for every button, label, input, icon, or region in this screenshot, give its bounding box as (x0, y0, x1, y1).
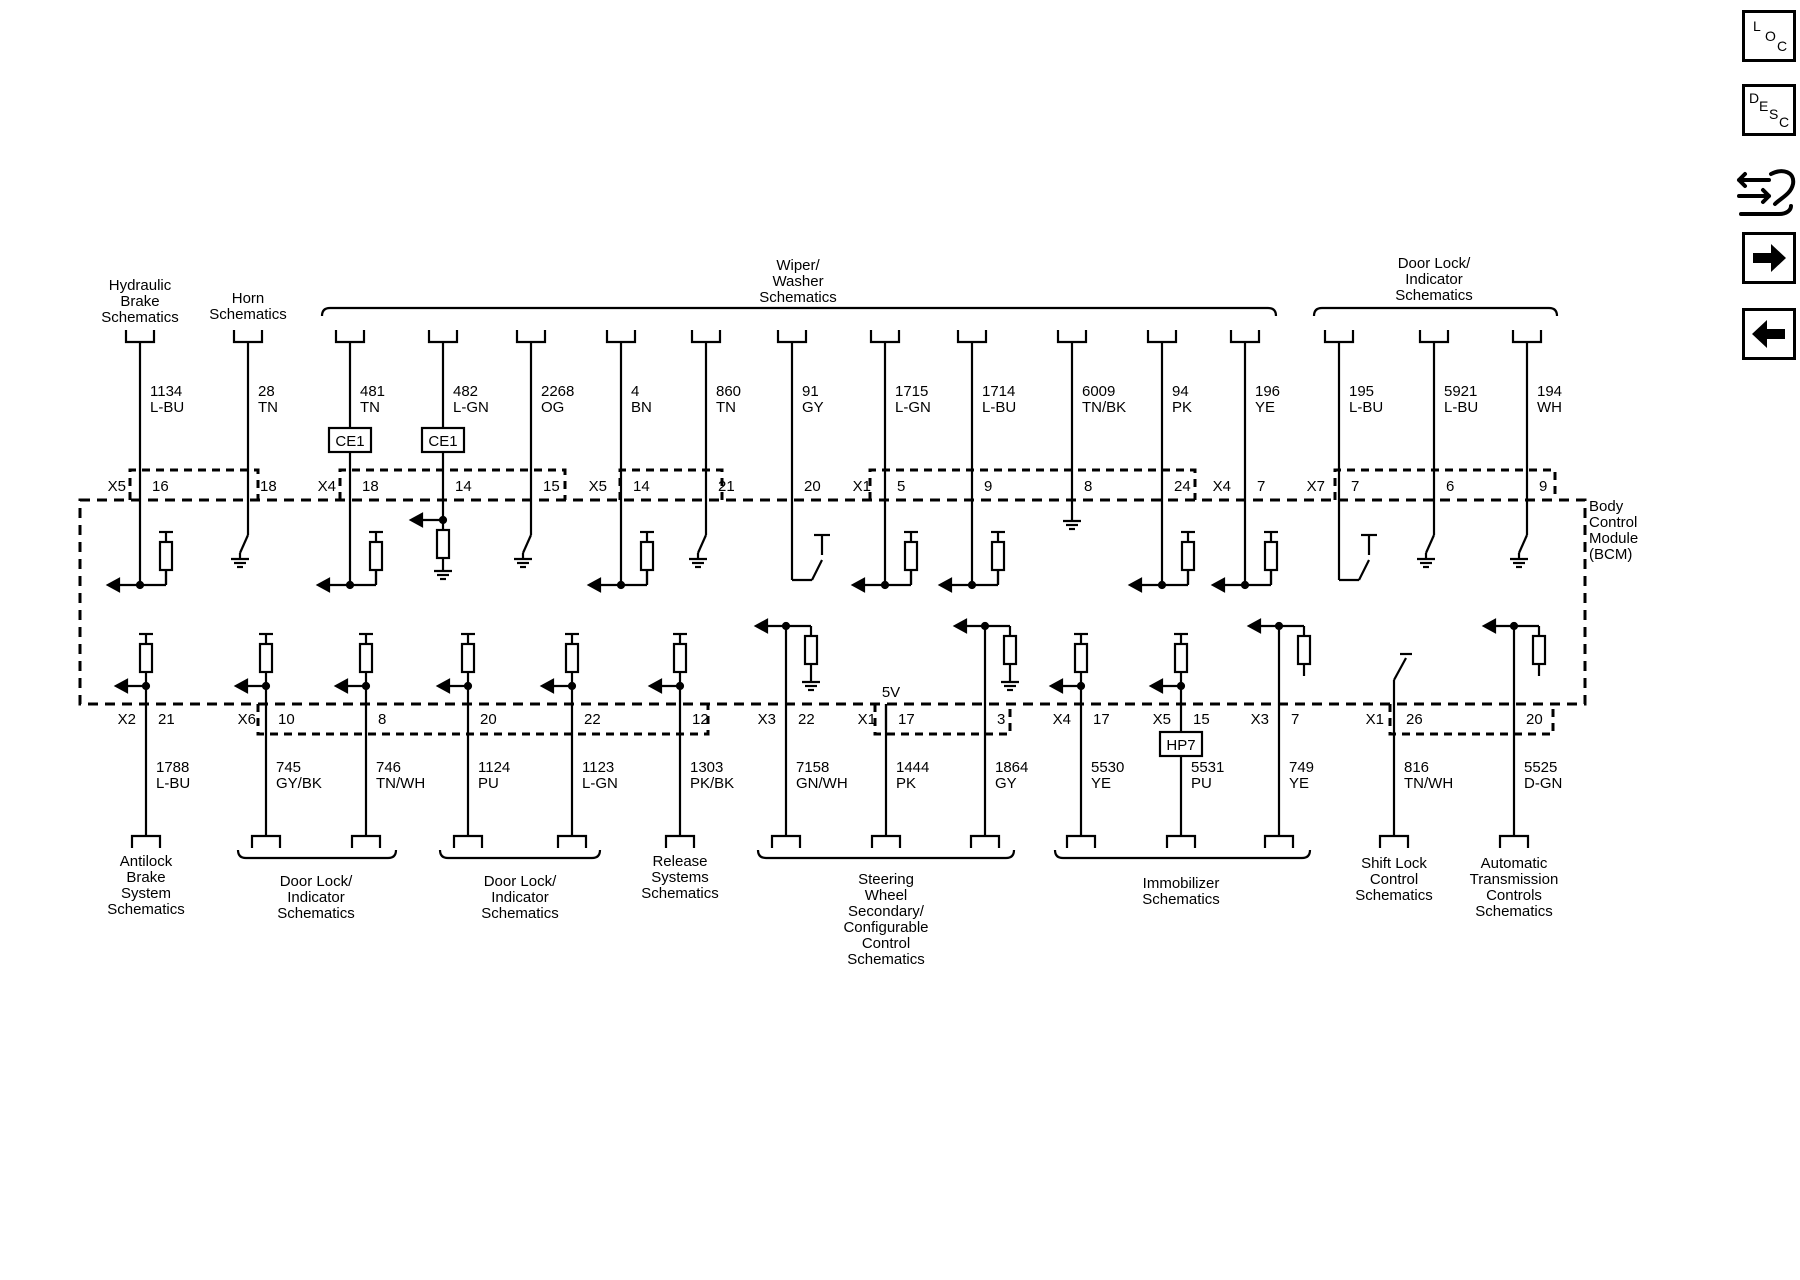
wire-color: TN/WH (1404, 775, 1454, 792)
harness-connector (1058, 330, 1086, 342)
wire-color: L-BU (1444, 399, 1479, 416)
destination-label: Wheel (864, 887, 908, 904)
connector-id: X3 (1250, 711, 1269, 728)
inline-connector-label: HP7 (1166, 737, 1196, 754)
signal-arrow (940, 579, 951, 591)
desc-letter-s: S (1769, 106, 1779, 122)
inline-connector-label: CE1 (335, 433, 365, 450)
wire-color: L-GN (895, 399, 931, 416)
circuit-number: 6009 (1082, 383, 1116, 400)
pin-number: 8 (378, 711, 387, 728)
signal-arrow (1213, 579, 1224, 591)
destination-label: Indicator (1405, 271, 1463, 288)
circuit-number: 5530 (1091, 759, 1125, 776)
destination-label: Immobilizer (1142, 875, 1220, 892)
pull-up-resistor (260, 644, 272, 672)
pin-number: 15 (1193, 711, 1210, 728)
pin-number: 20 (1526, 711, 1543, 728)
group-bracket (238, 850, 396, 858)
harness-connector (1265, 836, 1293, 848)
desc-letter-c: C (1779, 114, 1790, 130)
circuit-number: 816 (1404, 759, 1430, 776)
wire-color: TN/BK (1082, 399, 1127, 416)
group-bracket (758, 850, 1014, 858)
switch (1519, 535, 1527, 553)
circuit-number: 481 (360, 383, 386, 400)
pin-number: 14 (455, 478, 472, 495)
harness-connector (871, 330, 899, 342)
wire-color: PK (896, 775, 917, 792)
circuit-number: 1788 (156, 759, 190, 776)
group-bracket (1314, 308, 1557, 316)
inline-connector-label: CE1 (428, 433, 458, 450)
pull-up-resistor (992, 542, 1004, 570)
pin-number: 5 (897, 478, 906, 495)
destination-label: Door Lock/ (483, 873, 557, 890)
signal-arrow (336, 680, 347, 692)
wire-color: TN (716, 399, 736, 416)
signal-arrow (589, 579, 600, 591)
pin-number: 22 (798, 711, 815, 728)
switch (523, 535, 531, 553)
pin-number: 14 (633, 478, 650, 495)
pin-number: 7 (1257, 478, 1266, 495)
destination-label: Brake (126, 869, 166, 886)
pull-up-resistor (360, 644, 372, 672)
module-label: Control (1589, 514, 1638, 531)
destination-label: Transmission (1469, 871, 1559, 888)
pin-number: 20 (804, 478, 821, 495)
wire-color: GN/WH (796, 775, 848, 792)
splice-dot (465, 683, 471, 689)
wire-color: GY/BK (276, 775, 322, 792)
wire-color: WH (1537, 399, 1562, 416)
pull-up-resistor (905, 542, 917, 570)
pull-up-resistor (641, 542, 653, 570)
circuit-number: 7158 (796, 759, 830, 776)
circuit-number: 196 (1255, 383, 1281, 400)
group-bracket (322, 308, 1276, 316)
harness-connector (772, 836, 800, 848)
splice-dot (1178, 683, 1184, 689)
switch (1426, 535, 1434, 553)
pin-number: 26 (1406, 711, 1423, 728)
circuit-number: 1123 (582, 759, 615, 776)
destination-label: Indicator (287, 889, 345, 906)
circuit-number: 860 (716, 383, 742, 400)
desc-button[interactable] (1742, 84, 1796, 136)
pull-down-resistor (1004, 636, 1016, 664)
wire-color: TN (258, 399, 278, 416)
wire-color: GY (802, 399, 824, 416)
pin-number: 17 (1093, 711, 1110, 728)
destination-label: Release (652, 853, 708, 870)
destination-label: Configurable (843, 919, 929, 936)
wire-color: PU (1191, 775, 1212, 792)
splice-dot (363, 683, 369, 689)
harness-connector (971, 836, 999, 848)
pin-number: 9 (1539, 478, 1548, 495)
switch (812, 560, 822, 580)
circuit-number: 91 (802, 383, 819, 400)
wire-color: PK (1172, 399, 1193, 416)
pull-up-resistor (674, 644, 686, 672)
harness-connector (692, 330, 720, 342)
destination-label: Schematics (1395, 287, 1473, 304)
wire-color: L-GN (453, 399, 489, 416)
switch (1359, 560, 1369, 580)
loc-letter-c: C (1777, 38, 1788, 54)
circuit-number: 1303 (690, 759, 724, 776)
destination-label: Controls (1486, 887, 1542, 904)
wire-color: YE (1091, 775, 1112, 792)
circuit-number: 4 (631, 383, 640, 400)
wire-color: GY (995, 775, 1017, 792)
destination-label: Schematics (481, 905, 559, 922)
destination-label: Wiper/ (776, 257, 820, 274)
connector-id: X5 (1152, 711, 1171, 728)
pin-number: 22 (584, 711, 601, 728)
destination-label: Hydraulic (108, 277, 172, 294)
connector-id: X1 (857, 711, 876, 728)
pin-number: 10 (278, 711, 295, 728)
wire-color: L-BU (1349, 399, 1384, 416)
splice-dot (569, 683, 575, 689)
splice-dot (1078, 683, 1084, 689)
pin-number: 16 (152, 478, 169, 495)
signal-arrow (542, 680, 553, 692)
signal-arrow (756, 620, 767, 632)
harness-connector (1067, 836, 1095, 848)
signal-arrow (116, 680, 127, 692)
wire-color: L-BU (150, 399, 185, 416)
circuit-number: 1124 (478, 759, 511, 776)
splice-dot (143, 683, 149, 689)
pin-number: 24 (1174, 478, 1191, 495)
destination-label: Door Lock/ (1397, 255, 1471, 272)
loc-letter-l: L (1753, 18, 1761, 34)
module-label: (BCM) (1589, 546, 1633, 563)
harness-connector (607, 330, 635, 342)
previous-arrow-icon[interactable] (1742, 308, 1796, 360)
circuit-number: 195 (1349, 383, 1375, 400)
pull-resistor (1298, 636, 1310, 664)
switch (240, 535, 248, 553)
signal-arrow (108, 579, 119, 591)
harness-connector (336, 330, 364, 342)
pull-up-resistor (140, 644, 152, 672)
harness-connector (778, 330, 806, 342)
pin-number: 9 (984, 478, 993, 495)
connector-id: X4 (1052, 711, 1071, 728)
connector-outline (130, 470, 258, 500)
connector-id: X5 (588, 478, 607, 495)
pin-number: 15 (543, 478, 560, 495)
circuit-number: 746 (376, 759, 402, 776)
supply-voltage: 5V (881, 684, 901, 701)
module-label: Body (1589, 498, 1624, 515)
harness-connector (1167, 836, 1195, 848)
destination-label: Antilock (119, 853, 173, 870)
pin-number: 8 (1084, 478, 1093, 495)
wire-color: L-BU (982, 399, 1017, 416)
circuit-number: 745 (276, 759, 302, 776)
harness-connector (666, 836, 694, 848)
connector-id: X1 (852, 478, 871, 495)
pin-number: 7 (1351, 478, 1360, 495)
wire-color: PU (478, 775, 499, 792)
harness-connector (352, 836, 380, 848)
harness-connector (1325, 330, 1353, 342)
destination-label: Schematics (641, 885, 719, 902)
pull-up-resistor (1182, 542, 1194, 570)
wire-color: OG (541, 399, 565, 416)
group-bracket (1055, 850, 1310, 858)
connector-id: X4 (317, 478, 336, 495)
harness-connector (1513, 330, 1541, 342)
harness-connector (126, 330, 154, 342)
destination-label: Schematics (107, 901, 185, 918)
splice-dot (677, 683, 683, 689)
signal-arrow (236, 680, 247, 692)
switch (1394, 658, 1406, 680)
signal-arrow (650, 680, 661, 692)
harness-connector (234, 330, 262, 342)
connector-id: X1 (1365, 711, 1384, 728)
harness-connector (1231, 330, 1259, 342)
circuit-number: 749 (1289, 759, 1315, 776)
harness-connector (958, 330, 986, 342)
circuit-number: 94 (1172, 383, 1189, 400)
pull-up-resistor (566, 644, 578, 672)
signal-arrow (411, 514, 422, 526)
connector-id: X3 (757, 711, 776, 728)
destination-label: System (120, 885, 172, 902)
harness-connector (454, 836, 482, 848)
wire-color: PK/BK (690, 775, 735, 792)
pull-up-resistor (1175, 644, 1187, 672)
wire-color: D-GN (1524, 775, 1563, 792)
signal-arrow (1151, 680, 1162, 692)
connector-end-view-icon[interactable] (1735, 160, 1799, 224)
pull-up-resistor (370, 542, 382, 570)
destination-label: Schematics (1475, 903, 1553, 920)
wire-color: TN/WH (376, 775, 426, 792)
circuit-number: 1714 (982, 383, 1016, 400)
pull-up-resistor (462, 644, 474, 672)
destination-label: Shift Lock (1361, 855, 1427, 872)
circuit-number: 482 (453, 383, 479, 400)
destination-label: Systems (651, 869, 709, 886)
wire-color: L-BU (156, 775, 191, 792)
wire-color: YE (1289, 775, 1310, 792)
signal-arrow (438, 680, 449, 692)
wire-color: YE (1255, 399, 1276, 416)
connector-id: X6 (237, 711, 256, 728)
destination-label: Washer (772, 273, 824, 290)
signal-arrow (318, 579, 329, 591)
destination-label: Horn (231, 290, 265, 307)
destination-label: Schematics (1142, 891, 1220, 908)
pin-number: 12 (692, 711, 709, 728)
pin-number: 18 (362, 478, 379, 495)
wire-color: BN (631, 399, 652, 416)
signal-arrow (1051, 680, 1062, 692)
connector-outline (1335, 470, 1555, 500)
pull-up-resistor (1075, 644, 1087, 672)
pull-up-resistor (1265, 542, 1277, 570)
destination-label: Control (1369, 871, 1419, 888)
circuit-number: 1134 (150, 383, 183, 400)
destination-label: Automatic (1480, 855, 1548, 872)
circuit-number: 1444 (896, 759, 930, 776)
pin-number: 21 (158, 711, 175, 728)
destination-label: Schematics (847, 951, 925, 968)
next-arrow-icon[interactable] (1742, 232, 1796, 284)
destination-label: Steering (858, 871, 914, 888)
pin-number: 7 (1291, 711, 1300, 728)
module-label: Module (1589, 530, 1639, 547)
circuit-number: 1864 (995, 759, 1029, 776)
signal-arrow (1249, 620, 1260, 632)
connector-id: X4 (1212, 478, 1231, 495)
destination-label: Schematics (277, 905, 355, 922)
connector-id: X5 (107, 478, 126, 495)
pin-number: 21 (718, 478, 735, 495)
harness-connector (558, 836, 586, 848)
harness-connector (872, 836, 900, 848)
destination-label: Schematics (101, 309, 179, 326)
switch (698, 535, 706, 553)
harness-connector (1148, 330, 1176, 342)
destination-label: Brake (120, 293, 160, 310)
connector-id: X7 (1306, 478, 1325, 495)
harness-connector (1500, 836, 1528, 848)
destination-label: Door Lock/ (279, 873, 353, 890)
harness-connector (429, 330, 457, 342)
pin-number: 18 (260, 478, 277, 495)
pin-number: 3 (997, 711, 1006, 728)
harness-connector (132, 836, 160, 848)
destination-label: Schematics (1355, 887, 1433, 904)
connector-id: X2 (117, 711, 136, 728)
desc-letter-e: E (1759, 98, 1769, 114)
connector-outline (870, 470, 1195, 500)
pin-number: 20 (480, 711, 497, 728)
destination-label: Indicator (491, 889, 549, 906)
pull-up-resistor (160, 542, 172, 570)
destination-label: Secondary/ (848, 903, 924, 920)
group-bracket (440, 850, 600, 858)
pull-down-resistor (805, 636, 817, 664)
harness-connector (1420, 330, 1448, 342)
harness-connector (1380, 836, 1408, 848)
pull-resistor (1533, 636, 1545, 664)
signal-arrow (955, 620, 966, 632)
destination-label: Schematics (209, 306, 287, 323)
splice-dot (263, 683, 269, 689)
circuit-number: 28 (258, 383, 275, 400)
circuit-number: 5525 (1524, 759, 1558, 776)
loc-letter-o: O (1765, 28, 1776, 44)
circuit-number: 2268 (541, 383, 575, 400)
circuit-number: 5531 (1191, 759, 1225, 776)
loc-button[interactable] (1742, 10, 1796, 62)
destination-label: Control (861, 935, 911, 952)
harness-connector (252, 836, 280, 848)
wire-color: TN (360, 399, 380, 416)
signal-arrow (853, 579, 864, 591)
pin-number: 6 (1446, 478, 1455, 495)
desc-letter-d: D (1749, 90, 1760, 106)
pin-number: 17 (898, 711, 915, 728)
pull-down-resistor (437, 530, 449, 558)
signal-arrow (1130, 579, 1141, 591)
circuit-number: 5921 (1444, 383, 1478, 400)
harness-connector (517, 330, 545, 342)
wire-color: L-GN (582, 775, 618, 792)
circuit-number: 194 (1537, 383, 1563, 400)
bcm-module-outline (80, 500, 1585, 704)
connector-outline (875, 704, 1010, 734)
destination-label: Schematics (759, 289, 837, 306)
circuit-number: 1715 (895, 383, 929, 400)
signal-arrow (1484, 620, 1495, 632)
